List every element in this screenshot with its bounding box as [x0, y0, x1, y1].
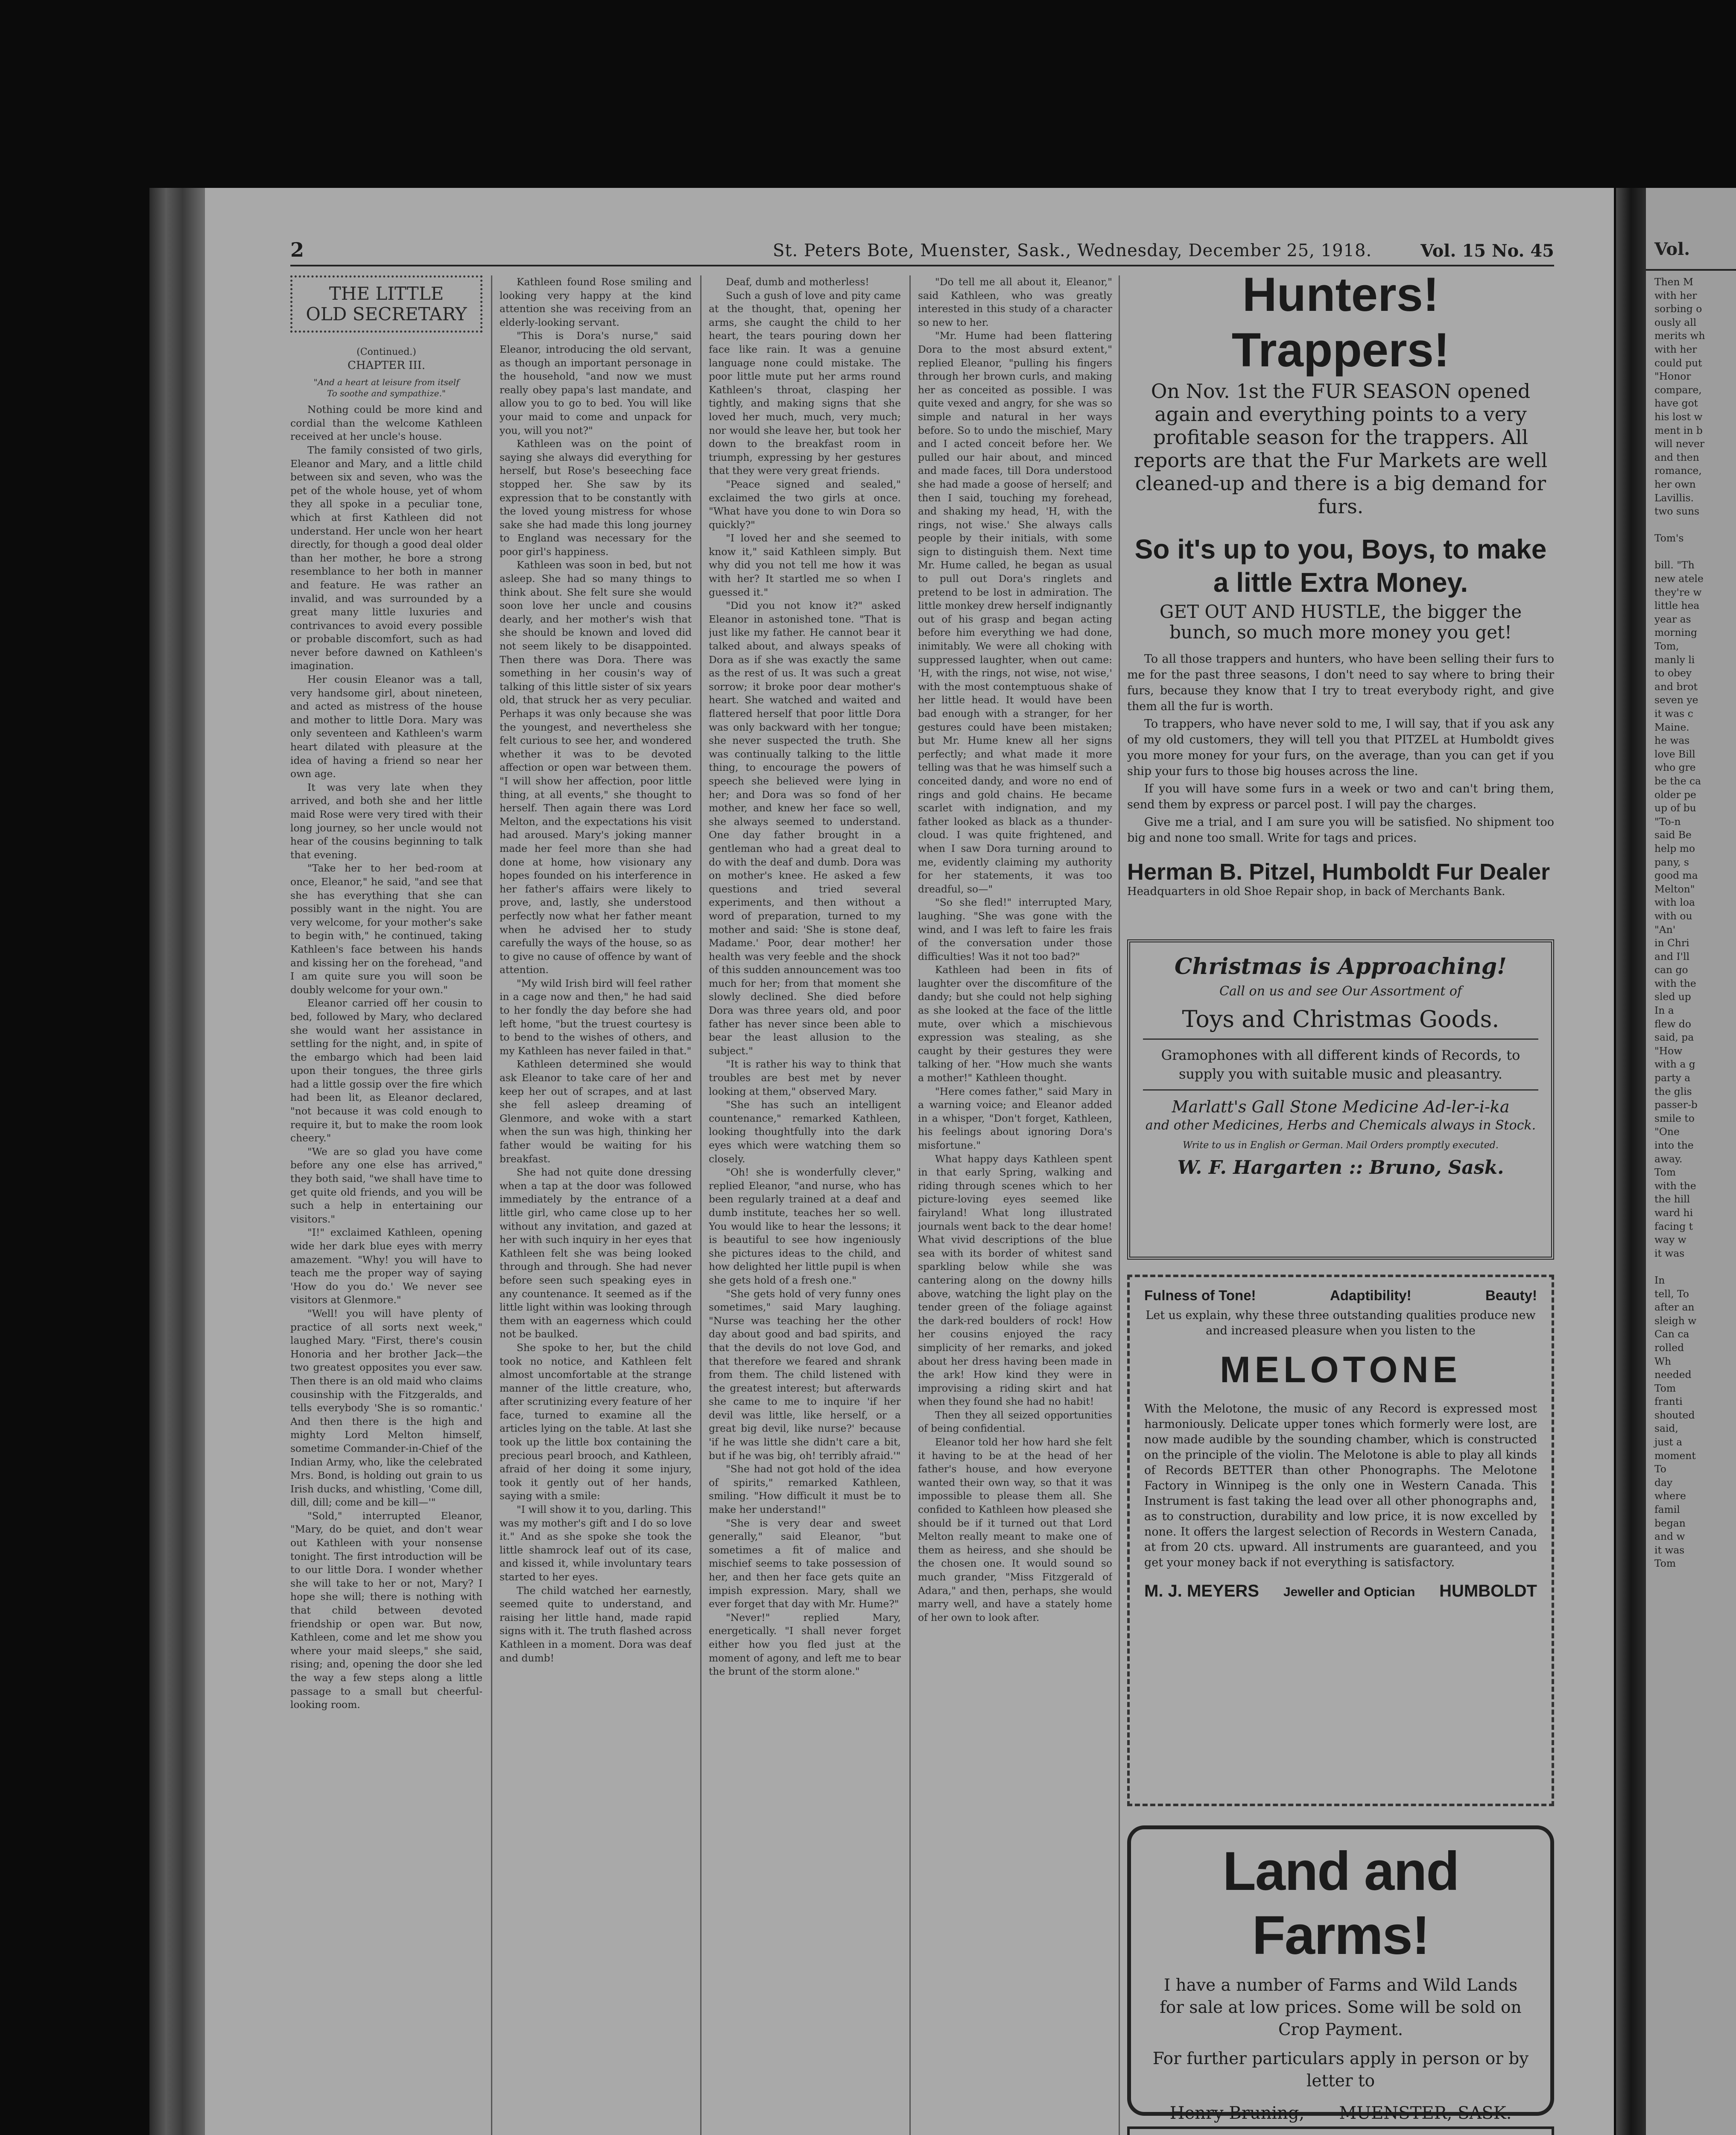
christmas-call: Call on us and see Our Assortment of — [1219, 984, 1462, 999]
paragraph: "Here comes father," said Mary in a warning voice; and Eleanor added in a whisper, "Don't forget, Kathleen, his feelings about ignoring Dora's misfortune." — [918, 1085, 1112, 1151]
page-header — [290, 235, 1554, 266]
paragraph: "I!" exclaimed Kathleen, opening wide her dark blue eyes with merry amazement. "Why! you will have to teach me the proper way of saying 'How do you do.' We never see visitors at Glenmore." — [290, 1226, 482, 1306]
story-title-box — [290, 275, 482, 333]
epigraph-line2: To soothe and sympathize." — [327, 388, 446, 399]
hunters-lead: On Nov. 1st the FUR SEASON opened again and everything points to a very profitable season for the trappers. All reports are that the Fur Markets are well cleaned-up and there is a big demand for furs. — [1134, 380, 1548, 518]
meyers-town: HUMBOLDT — [1439, 1582, 1537, 1600]
paragraph: "Mr. Hume had been flattering Dora to the most absurd extent," replied Eleanor, "pulling his fingers through her brown curls, and making her as conceited as possible. I was quite vexed and angry, for she was so simple and natural in her ways before. So to undo the mischief, Mary and I acted conceit before her. We pulled our hair about, and minced and made faces, till Dora understood she had made a goose of herself; and then I said, touching my forehead, and shaking my head, 'H, with the rings, not wise.' She always calls people by their initials, with some sign to distinguish them. Next time Mr. Hume called, he began as usual to pull out Dora's ringlets and pretend to be lost in admiration. The little monkey drew herself indignantly out of his grasp and began acting before him everything we had done, inimitably. We were all choking with suppressed laughter, when out came: 'H, with the rings, not wise, not wise,' with the most contemptuous shake of her little head. It would have been bad enough with a stranger, for her gestures could have been mistaken; but Mr. Hume knew all her signs perfectly; and what made it more telling was that he was himself such a conceited dandy, and wore no end of rings and gold chains. He became scarlet with indignation, and my father looked as black as a thunder-cloud. I was quite frightened, and when I saw Dora turning around to me, evidently claiming my authority for her statements, it was too dreadful, so—" — [918, 330, 1112, 895]
story-column-1 — [290, 275, 482, 2135]
paragraph: Nothing could be more kind and cordial than the welcome Kathleen received at her uncle's house. — [290, 404, 482, 443]
page-number: 2 — [290, 238, 304, 261]
epigraph — [290, 377, 482, 399]
quality-beauty: Beauty! — [1485, 1287, 1537, 1303]
meyers-signature — [1144, 1582, 1537, 1601]
story-column-4 — [918, 275, 1112, 2135]
watson-christmas-ad — [1127, 2126, 1554, 2135]
melotone-name: MELOTONE — [1220, 1349, 1461, 1390]
paragraph: "Peace signed and sealed," exclaimed the two girls at once. "What have you done to win Dora so quickly?" — [709, 478, 901, 531]
paragraph: Give me a trial, and I am sure you will be satisfied. No shipment too big and none too small. Write for tags and prices. — [1127, 816, 1554, 845]
paragraph: She spoke to her, but the child took no notice, and Kathleen felt almost uncomfortable at the strange manner of the little creature, who, after scrutinizing every feature of her face, turned to examine all the articles lying on the table. At last she took up the little box containing the precious pearl brooch, and Kathleen, afraid of her doing it some injury, took it gently out of her hands, saying with a smile: — [500, 1341, 692, 1502]
paragraph: "She had not got hold of the idea of spirits," remarked Kathleen, smiling. "How difficult it must be to make her understand!" — [709, 1463, 901, 1516]
paragraph: "She is very dear and sweet generally," said Eleanor, "but sometimes a fit of malice and mischief seems to take possession of her, and then her face gets quite an impish expression. Mary, shall we ever forget that day with Mr. Hume?" — [709, 1517, 901, 1610]
melotone-body: With the Melotone, the music of any Record is expressed most harmoniously. Delicate upper tones which formerly were lost, are now made audible by the sounding chamber, which is constructed on the principle of the violin. The Melotone is able to play all kinds of Records BETTER than other Phonographs. The Melotone Factory in Winnipeg is the only one in Western Canada. This Instrument is fast taking the lead over all other phonographs and, as to construction, durability and low price, it is now excelled by none. It offers the largest selection of Records in Western Canada, at from 20 cts. upward. All instruments are guaranteed, and you get your money back if not everything is satisfactory. — [1144, 1402, 1537, 1569]
quality-adaptability: Adaptibility! — [1330, 1287, 1412, 1303]
toys-goods: Toys and Christmas Goods. — [1182, 1006, 1499, 1032]
hunters-headline: Hunters! Trappers! — [1231, 268, 1450, 377]
paragraph: "So she fled!" interrupted Mary, laughing. "She was gone with the wind, and I was left to faire les frais of the conversation under those difficulties! Was it not too bad?" — [918, 896, 1112, 962]
bruning-signature — [1152, 2103, 1529, 2123]
hunters-hustle: GET OUT AND HUSTLE, the bigger the bunch, so much more money you get! — [1159, 601, 1522, 643]
paragraph: "Take her to her bed-room at once, Eleanor," he said, "and see that she has everything that she can possibly want in the night. You are very welcome, for your mother's sake to begin with," he continued, taking Kathleen's face between his hands and kissing her on the forehead, "and I am quite sure you will soon be doubly welcome for your own." — [290, 862, 482, 996]
newspaper-dateline: St. Peters Bote, Muenster, Sask., Wednesday, December 25, 1918. — [773, 241, 1372, 260]
paragraph: "She has such an intelligent countenance," remarked Kathleen, looking thoughtfully into the dark eyes which were watching them so closely. — [709, 1099, 901, 1165]
paragraph: To all those trappers and hunters, who have been selling their furs to me for the past three seasons, I don't need to say where to bring their furs, because they know that I try to treat everybody right, and give them all the fur is worth. — [1127, 652, 1554, 713]
paragraph: "This is Dora's nurse," said Eleanor, introducing the old servant, as though an important personage in the household, "and now we must really obey papa's last mandate, and allow you to go to bed. You will like your maid to come and unpack for you, will you not?" — [500, 330, 692, 436]
bruning-town: MUENSTER, SASK. — [1339, 2103, 1512, 2123]
paragraph: What happy days Kathleen spent in that early Spring, walking and riding through scenes which to her picture-loving eyes seemed like fairyland! What long illustrated journals went back to the dear home! What vivid descriptions of the blue sea with its border of whitest sand sparkling below while she was cantering along on the downy hills above, watching the light play on the tender green of the foliage against the dark-red boulders of rock! How her cousins enjoyed the racy simplicity of her remarks, and joked about her dress having been made in the ark! How kind they were in improvising a riding skirt and hat when they found she had no habit! — [918, 1152, 1112, 1408]
book-gutter — [1616, 188, 1646, 2135]
paragraph: "I loved her and she seemed to know it," said Kathleen simply. But why did you not tell me how it was with her? It startled me so when I guessed it." — [709, 532, 901, 598]
paragraph: "Did you not know it?" asked Eleanor in astonished tone. "That is just like my father. He cannot bear it talked about, and always speaks of Dora as if she was exactly the same as the rest of us. It was such a great sorrow; it broke poor dear mother's heart. She watched and waited and flattered herself that poor little Dora was only backward with her tongue; she never suspected the truth. She was continually talking to the little thing, to encourage the powers of speech she believed were lying in her; and Dora was so fond of her mother, and knew her face so well, she always seemed to understand. One day father brought in a gentleman who had a great deal to do with the deaf and dumb. Dora was on mother's knee. He asked a few questions and tried several experiments, and then without a word of preparation, turned to my mother and said: 'She is stone deaf, Madame.' Poor, dear mother! her health was very feeble and the shock of this sudden announcement was too much for her; from that moment she slowly declined. She died before Dora was three years old, and poor father has never since been able to bear the least allusion to the subject." — [709, 600, 901, 1057]
paragraph: "My wild Irish bird will feel rather in a cage now and then," he had said to her fondly the day before she had left home, "but the truest courtesy is to bend to the wishes of others, and my Kathleen has never failed in that." — [500, 977, 692, 1057]
paragraph: Deaf, dumb and motherless! — [726, 276, 869, 288]
book-edge — [149, 188, 205, 2135]
bruning-name: Henry Bruning, — [1169, 2103, 1305, 2123]
paragraph: To trappers, who have never sold to me, I will say, that if you ask any of my old customers, they will tell you that PITZEL at Humboldt gives you more money for your furs, on the average, than you can get if you ship your furs to those big houses across the line. — [1127, 717, 1554, 778]
hargarten-signature: W. F. Hargarten :: Bruno, Sask. — [1177, 1157, 1504, 1179]
epigraph-line1: "And a heart at leisure from itself — [313, 377, 459, 388]
column-rule — [491, 275, 492, 2135]
paragraph: She had not quite done dressing when a tap at the door was followed immediately by the entrance of a little girl, who came close up to her without any invitation, and gazed at her with such inquiry in her eyes that Kathleen felt she was being looked through and through. She had never before seen such speaking eyes in any countenance. It seemed as if the little light within was looking through them with an eagerness which could not be baulked. — [500, 1166, 692, 1340]
land-apply: For further particulars apply in person or by letter to — [1152, 2049, 1529, 2091]
paragraph: "It is rather his way to think that troubles are best met by never looking at them," observed Mary. — [709, 1058, 901, 1097]
facing-header-rule — [1646, 269, 1736, 271]
continued-label: (Continued.) — [357, 347, 416, 357]
paragraph: "She gets hold of very funny ones sometimes," said Mary laughing. "Nurse was teaching her the other day about good and bad spirits, and that the devils do not love God, and that therefore we feared and shrank from them. The child listened with the greatest interest; but afterwards she came to me to inquire 'if her devil was little, like herself, or a great big devil, like nurse?' because 'if he was little she didn't care a bit, but if he was big, oh! terribly afraid.'" — [709, 1287, 901, 1462]
facing-header: Vol. — [1654, 239, 1690, 259]
mail-order-note: Write to us in English or German. Mail Orders promptly executed. — [1183, 1140, 1499, 1151]
quality-tone: Fulness of Tone! — [1144, 1287, 1256, 1303]
hunters-trappers-ad — [1127, 267, 1554, 924]
land-headline: Land and Farms! — [1222, 1841, 1459, 1966]
paragraph: "Do tell me all about it, Eleanor," said Kathleen, who was greatly interested in this study of a character so new to her. — [918, 276, 1112, 328]
meyers-trade: Jeweller and Optician — [1283, 1585, 1415, 1599]
paragraph: Kathleen had been in fits of laughter over the discomfiture of the dandy; but she could not help sighing as she looked at the face of the little mute, over which a mischievous expression was stealing, as she caught by their gestures they were talking of her. "How much she wants a mother!" Kathleen thought. — [918, 964, 1112, 1084]
gramophones-text: Gramophones with all different kinds of Records, to supply you with suitable music and pleasantry. — [1161, 1047, 1520, 1082]
medicines-text: and other Medicines, Herbs and Chemicals always in Stock. — [1145, 1118, 1536, 1133]
paragraph: "Oh! she is wonderfully clever," replied Eleanor, "and nurse, who has been regularly trained at a deaf and dumb institute, teaches her so well. You would like to hear the lessons; it is beautiful to see how ingeniously she pictures ideas to the child, and how delighted her little pupil is when she gets hold of a fresh one." — [709, 1166, 901, 1286]
paragraph: The child watched her earnestly, seemed quite to understand, and raising her little hand, made rapid signs with it. The truth flashed across Kathleen in a moment. Dora was deaf and dumb! — [500, 1584, 692, 1664]
melotone-intro: Let us explain, why these three outstanding qualities produce new and increased pleasure when you listen to the — [1146, 1309, 1536, 1337]
paragraph: Then they all seized opportunities of being confidential. — [918, 1409, 1112, 1435]
paragraph: Her cousin Eleanor was a tall, very handsome girl, about nineteen, and acted as mistress of the house and mother to little Dora. Mary was only seventeen and Kathleen's warm heart dilated with pleasure at the idea of having a friend so near her own age. — [290, 673, 482, 780]
paragraph: It was very late when they arrived, and both she and her little maid Rose were very tired with their long journey, so her uncle would not hear of the cousins beginning to talk that evening. — [290, 781, 482, 861]
dealer-address: Headquarters in old Shoe Repair shop, in back of Merchants Bank. — [1127, 885, 1505, 898]
paragraph: If you will have some furs in a week or two and can't bring them, send them by express or parcel post. I will pay the charges. — [1127, 782, 1554, 811]
paragraph: "Well! you will have plenty of practice of all sorts next week," laughed Mary. "First, there's cousin Honoria and her brother Jack—the two greatest opposites you ever saw. Then there is an old maid who claims cousinship with the Fitzgeralds, and tells everybody 'She is so romantic.' And then there is the high and mighty Lord Melton himself, sometime Commander-in-Chief of the Indian Army, who, like the celebrated Mrs. Bond, is holding out grain to us Irish ducks, and whistling, 'Come dill, dill, dill; come and be kill—'" — [290, 1307, 482, 1509]
meyers-name: M. J. MEYERS — [1144, 1582, 1259, 1600]
facing-text-fragments: Then M with her sorbing o ously all merits wh with her could put "Honor compare, have got his lost w ment in b will never and then romance, her own Lavillis. two suns Tom's bill. "Th new atele they're w little hea year as morning Tom, manly li to obey and brot seven ye it was c Maine. he was love Bill who gre be the ca older pe up of bu "To-n said Be help mo pany, s good ma Melton" with loa with ou "An' in Chri and I'll can go with the sled up In a flew do said, pa "How with a g party a the glis passer-b smile to "One into the away. Tom with the the hill ward hi facing t way w it was In tell, To after an sleigh w Can ca rolled Wh needed Tom franti shouted said, just a moment To day where famil began and w it was Tom — [1654, 276, 1705, 1570]
column-rule — [1119, 275, 1120, 2135]
paragraph: Eleanor told her how hard she felt it having to be at the head of her father's house, and how everyone wanted their own way, so that it was impossible to please them all. She confided to Kathleen how pleased she should be if it turned out that Lord Melton really meant to make one of them as heiress, and she should be the chosen one. It would sound so much grander, "Miss Fitzgerald of Adara," and then, perhaps, she would marry well, and have a stately home of her own to look after. — [918, 1436, 1112, 1623]
story-column-3 — [709, 275, 901, 2135]
land-text: I have a number of Farms and Wild Lands for sale at low prices. Some will be sold on Crop Payment. — [1160, 1976, 1522, 2039]
column-rule — [700, 275, 701, 2135]
paragraph: "Sold," interrupted Eleanor, "Mary, do be quiet, and don't wear out Kathleen with your nonsense tonight. The first introduction will be to our little Dora. I wonder whether she will take to her or not, Mary? I hope she will; there is nothing with that child between devoted friendship or open war. But now, Kathleen, come and let me show you where your maid sleeps," she said, rising; and, opening the door she led the way a few steps along a little passage to a small but cheerful-looking room. — [290, 1509, 482, 1711]
christmas-headline: Christmas is Approaching! — [1175, 953, 1507, 980]
paragraph: "Never!" replied Mary, energetically. "I shall never forget either how you fled just at the moment of agony, and left me to bear the brunt of the storm alone." — [709, 1611, 901, 1678]
paragraph: "I will show it to you, darling. This was my mother's gift and I do so love it." And as she spoke she took the little shamrock leaf out of its case, and kissed it, while involuntary tears started to her eyes. — [500, 1503, 692, 1583]
newspaper-page — [205, 188, 1614, 2135]
christmas-goods-ad — [1127, 939, 1554, 1260]
paragraph: Kathleen was on the point of saying she always did everything for herself, but Rose's beseeching face stopped her. She saw by its expression that to be constantly with the loved young mistress for whose sake she had made this long journey to England was necessary for the poor girl's happiness. — [500, 438, 692, 558]
story-title-line2: OLD SECRETARY — [306, 304, 467, 325]
fur-dealer-name: Herman B. Pitzel, Humboldt Fur Dealer — [1127, 859, 1550, 885]
paragraph: Kathleen found Rose smiling and looking very happy at the kind attention she was receiving from an elderly-looking servant. — [500, 276, 692, 328]
land-farms-ad — [1127, 1825, 1554, 2123]
divider — [1143, 1038, 1538, 1040]
paragraph: "We are so glad you have come before any one else has arrived," they both said, "we shall have time to get quite old friends, and you will be such a help in entertaining our visitors." — [290, 1145, 482, 1225]
hunters-slogan: So it's up to you, Boys, to make a little Extra Money. — [1134, 534, 1547, 598]
paragraph: Kathleen determined she would ask Eleanor to take care of her and keep her out of scrapes, and at last she fell asleep dreaming of Glenmore, and woke with a start when the sun was high, thinking her father would be waiting for his breakfast. — [500, 1058, 692, 1165]
paragraph: The family consisted of two girls, Eleanor and Mary, and a little child between six and seven, who was the pet of the whole house, yet of whom they all spoke in a peculiar tone, which at first Kathleen did not understand. Her uncle won her heart directly, for though a good deal older than her mother, he bore a strong resemblance to her both in manner and feature. He was rather an invalid, and was surrounded by a great many little luxuries and contrivances to avoid every possible or probable discomfort, such as had never before dawned on Kathleen's imagination. — [290, 444, 482, 672]
marlatt-medicine: Marlatt's Gall Stone Medicine Ad-ler-i-ka — [1172, 1097, 1510, 1116]
facing-page-fragment — [1646, 188, 1736, 2135]
divider — [1143, 1089, 1538, 1091]
melotone-qualities — [1144, 1287, 1537, 1304]
column-rule — [909, 275, 911, 2135]
chapter-heading: CHAPTER III. — [347, 359, 426, 372]
hunters-body — [1127, 651, 1554, 846]
paragraph: Kathleen was soon in bed, but not asleep. She had so many things to think about. She felt sure she would soon love her uncle and cousins dearly, and her mother's wish that she should be known and loved did not seem likely to be disappointed. Then there was Dora. There was something in her cousin's way of talking of this little sister of six years old, that struck her as very peculiar. Perhaps it was only because she was the youngest, and nevertheless she felt curious to see her, and wondered whether it was to be devoted affection or open war between them. "I will show her affection, poor little thing, at all events," she thought to herself. Then again there was Lord Melton, and the expectations his visit had aroused. Mary's joking manner made her feel more than she had done at home, how visionary any hopes founded on his interference in her father's affairs were likely to prove, and, lastly, she understood perfectly now what her father meant when he advised her to study carefully the ways of the house, so as to give no cause of offence by want of attention. — [500, 559, 692, 976]
volume-number: Vol. 15 No. 45 — [1420, 241, 1554, 261]
melotone-ad — [1127, 1275, 1554, 1806]
story-column-2 — [500, 275, 692, 2135]
paragraph: Eleanor carried off her cousin to bed, followed by Mary, who declared she would want her assistance in settling for the night, and, in spite of the embargo which had been laid upon their tongues, the three girls had a little gossip over the fire which had been lit, as Eleanor declared, "not because it was cold enough to require it, but to make the room look cheery." — [290, 997, 482, 1144]
story-title-line1: THE LITTLE — [329, 283, 444, 304]
paragraph: Such a gush of love and pity came at the thought, that, opening her arms, she caught the child to her heart, the tears pouring down her face like rain. It was a genuine language none could mistake. The poor little mute put her arms round Kathleen's throat, clasping her tightly, and making signs that she loved her much, much, very much; nor would she leave her, but took her down to the breakfast room in triumph, expressing by her gestures that they were very great friends. — [709, 289, 901, 477]
